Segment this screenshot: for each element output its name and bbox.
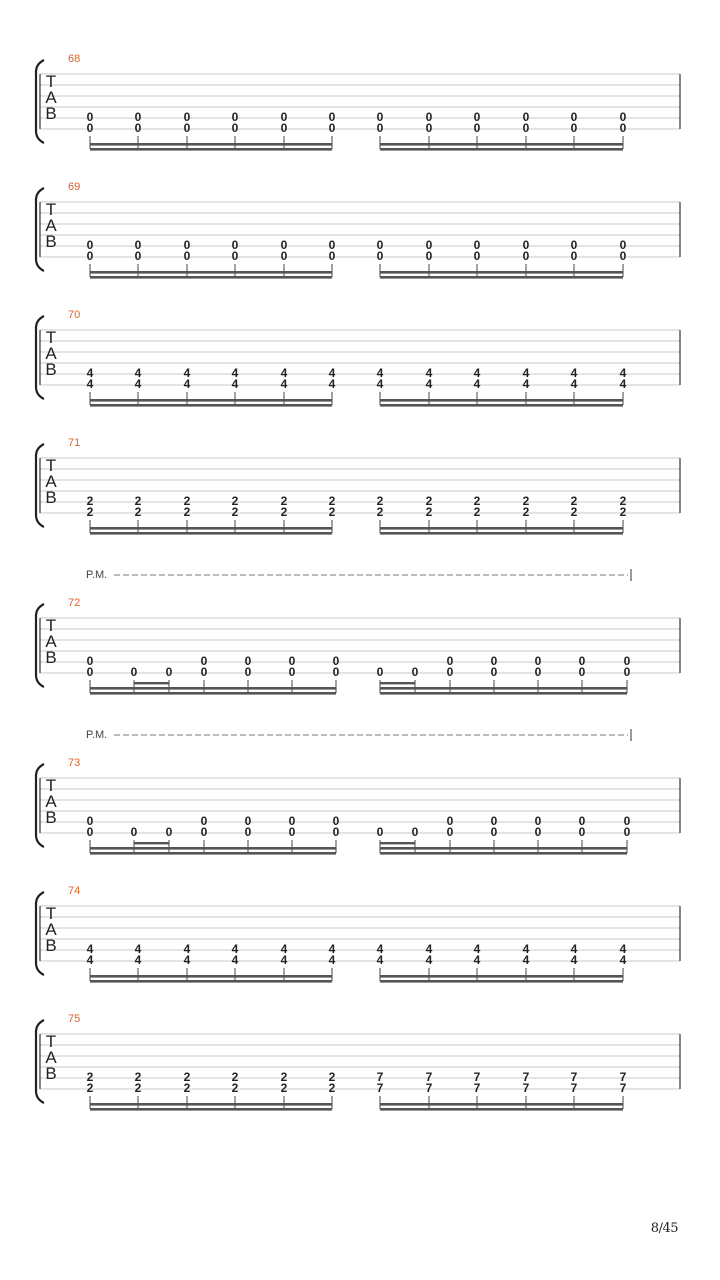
fret-number: 2 bbox=[425, 505, 433, 519]
fret-number: 0 bbox=[244, 654, 252, 668]
fret-number: 0 bbox=[244, 665, 252, 679]
beam-primary bbox=[380, 1108, 623, 1111]
palm-mute-label: P.M. bbox=[86, 569, 108, 581]
fret-number: 0 bbox=[332, 654, 340, 668]
tab-clef-letter: B bbox=[45, 488, 57, 507]
fret-number: 2 bbox=[134, 494, 142, 508]
fret-number: 4 bbox=[86, 953, 94, 967]
tab-clef-letter: B bbox=[45, 936, 57, 955]
fret-number: 0 bbox=[376, 249, 384, 263]
fret-number: 0 bbox=[473, 249, 481, 263]
beam-tertiary bbox=[380, 682, 415, 684]
fret-number: 4 bbox=[134, 953, 142, 967]
tab-clef-letter: T bbox=[45, 456, 57, 475]
beam-secondary bbox=[90, 687, 336, 690]
fret-number: 2 bbox=[86, 494, 94, 508]
fret-number: 2 bbox=[522, 494, 530, 508]
fret-number: 0 bbox=[446, 825, 454, 839]
fret-number: 0 bbox=[244, 814, 252, 828]
fret-number: 4 bbox=[570, 953, 578, 967]
tab-clef-letter: T bbox=[45, 776, 57, 795]
fret-number: 4 bbox=[473, 953, 481, 967]
fret-number: 7 bbox=[570, 1070, 578, 1084]
beam-primary bbox=[380, 980, 623, 983]
staff-system bbox=[36, 885, 680, 983]
fret-number: 0 bbox=[446, 814, 454, 828]
beam-secondary bbox=[90, 1103, 332, 1106]
fret-number: 4 bbox=[473, 366, 481, 380]
fret-number: 2 bbox=[183, 1070, 191, 1084]
fret-number: 4 bbox=[473, 377, 481, 391]
tab-clef-letter: A bbox=[45, 88, 57, 107]
fret-number: 0 bbox=[490, 665, 498, 679]
fret-number: 4 bbox=[425, 366, 433, 380]
fret-number: 0 bbox=[578, 814, 586, 828]
fret-number: 2 bbox=[328, 1081, 336, 1095]
fret-number: 0 bbox=[623, 825, 631, 839]
fret-number: 0 bbox=[522, 121, 530, 135]
tab-clef-letter: B bbox=[45, 360, 57, 379]
fret-number: 2 bbox=[280, 505, 288, 519]
fret-number: 0 bbox=[522, 110, 530, 124]
fret-number: 4 bbox=[134, 942, 142, 956]
fret-number: 4 bbox=[231, 366, 239, 380]
fret-number: 4 bbox=[231, 953, 239, 967]
fret-number: 2 bbox=[473, 505, 481, 519]
fret-number: 0 bbox=[490, 814, 498, 828]
tab-clef-letter: A bbox=[45, 632, 57, 651]
fret-number: 0 bbox=[130, 665, 138, 679]
measure-number: 71 bbox=[68, 437, 81, 449]
beam-primary bbox=[380, 852, 627, 855]
fret-number: 0 bbox=[376, 238, 384, 252]
fret-number: 0 bbox=[288, 665, 296, 679]
measure-number: 73 bbox=[68, 757, 81, 769]
fret-number: 2 bbox=[619, 494, 627, 508]
fret-number: 0 bbox=[619, 249, 627, 263]
fret-number: 4 bbox=[134, 366, 142, 380]
fret-number: 0 bbox=[86, 814, 94, 828]
fret-number: 4 bbox=[280, 377, 288, 391]
beam-secondary bbox=[90, 847, 336, 850]
measure-number: 75 bbox=[68, 1013, 81, 1025]
fret-number: 2 bbox=[86, 1081, 94, 1095]
measure-number: 70 bbox=[68, 309, 81, 321]
fret-number: 0 bbox=[183, 121, 191, 135]
tab-clef-letter: T bbox=[45, 328, 57, 347]
beam-secondary bbox=[90, 143, 332, 146]
tab-clef-letter: T bbox=[45, 616, 57, 635]
fret-number: 0 bbox=[490, 654, 498, 668]
fret-number: 0 bbox=[570, 249, 578, 263]
fret-number: 4 bbox=[522, 366, 530, 380]
staff-system bbox=[36, 437, 680, 535]
fret-number: 0 bbox=[623, 654, 631, 668]
fret-number: 2 bbox=[570, 494, 578, 508]
fret-number: 2 bbox=[328, 1070, 336, 1084]
fret-number: 4 bbox=[473, 942, 481, 956]
fret-number: 4 bbox=[570, 377, 578, 391]
tab-clef-letter: T bbox=[45, 200, 57, 219]
fret-number: 0 bbox=[86, 825, 94, 839]
fret-number: 0 bbox=[522, 249, 530, 263]
fret-number: 4 bbox=[425, 377, 433, 391]
fret-number: 4 bbox=[280, 366, 288, 380]
beam-tertiary bbox=[134, 842, 169, 844]
beam-secondary bbox=[380, 975, 623, 978]
tab-clef-letter: B bbox=[45, 808, 57, 827]
fret-number: 0 bbox=[244, 825, 252, 839]
fret-number: 2 bbox=[570, 505, 578, 519]
fret-number: 0 bbox=[522, 238, 530, 252]
fret-number: 2 bbox=[231, 1081, 239, 1095]
fret-number: 4 bbox=[231, 377, 239, 391]
fret-number: 0 bbox=[623, 665, 631, 679]
fret-number: 0 bbox=[619, 238, 627, 252]
fret-number: 4 bbox=[619, 366, 627, 380]
fret-number: 2 bbox=[473, 494, 481, 508]
fret-number: 0 bbox=[134, 249, 142, 263]
fret-number: 7 bbox=[522, 1081, 530, 1095]
beam-primary bbox=[90, 1108, 332, 1111]
fret-number: 0 bbox=[332, 814, 340, 828]
beam-secondary bbox=[380, 271, 623, 274]
fret-number: 4 bbox=[619, 942, 627, 956]
fret-number: 4 bbox=[376, 366, 384, 380]
fret-number: 0 bbox=[376, 121, 384, 135]
fret-number: 0 bbox=[619, 121, 627, 135]
beam-secondary bbox=[380, 847, 627, 850]
fret-number: 2 bbox=[280, 1070, 288, 1084]
fret-number: 0 bbox=[231, 110, 239, 124]
tab-clef-letter: A bbox=[45, 920, 57, 939]
fret-number: 0 bbox=[534, 814, 542, 828]
fret-number: 4 bbox=[183, 953, 191, 967]
fret-number: 0 bbox=[490, 825, 498, 839]
fret-number: 0 bbox=[328, 238, 336, 252]
fret-number: 4 bbox=[425, 953, 433, 967]
fret-number: 4 bbox=[328, 366, 336, 380]
fret-number: 0 bbox=[231, 121, 239, 135]
fret-number: 0 bbox=[578, 825, 586, 839]
beam-primary bbox=[380, 276, 623, 279]
fret-number: 4 bbox=[376, 377, 384, 391]
fret-number: 4 bbox=[134, 377, 142, 391]
fret-number: 0 bbox=[288, 814, 296, 828]
beam-secondary bbox=[90, 399, 332, 402]
beam-secondary bbox=[380, 527, 623, 530]
fret-number: 0 bbox=[376, 665, 384, 679]
fret-number: 0 bbox=[134, 110, 142, 124]
fret-number: 7 bbox=[619, 1070, 627, 1084]
beam-secondary bbox=[380, 1103, 623, 1106]
fret-number: 0 bbox=[446, 654, 454, 668]
fret-number: 4 bbox=[376, 953, 384, 967]
fret-number: 0 bbox=[200, 665, 208, 679]
fret-number: 0 bbox=[570, 238, 578, 252]
beam-primary bbox=[90, 404, 332, 407]
fret-number: 0 bbox=[376, 110, 384, 124]
fret-number: 0 bbox=[280, 238, 288, 252]
fret-number: 0 bbox=[425, 249, 433, 263]
fret-number: 4 bbox=[183, 366, 191, 380]
fret-number: 4 bbox=[328, 953, 336, 967]
fret-number: 2 bbox=[280, 1081, 288, 1095]
fret-number: 2 bbox=[183, 1081, 191, 1095]
measure-number: 69 bbox=[68, 181, 81, 193]
fret-number: 4 bbox=[376, 942, 384, 956]
fret-number: 7 bbox=[522, 1070, 530, 1084]
palm-mute-label: P.M. bbox=[86, 729, 108, 741]
fret-number: 2 bbox=[619, 505, 627, 519]
beam-primary bbox=[90, 532, 332, 535]
tab-clef-letter: A bbox=[45, 472, 57, 491]
beam-primary bbox=[380, 692, 627, 695]
staff-system bbox=[36, 729, 680, 855]
fret-number: 0 bbox=[446, 665, 454, 679]
fret-number: 4 bbox=[522, 942, 530, 956]
measure-number: 72 bbox=[68, 597, 81, 609]
beam-secondary bbox=[90, 271, 332, 274]
fret-number: 0 bbox=[473, 121, 481, 135]
tab-clef-letter: B bbox=[45, 104, 57, 123]
fret-number: 7 bbox=[376, 1070, 384, 1084]
beam-secondary bbox=[90, 975, 332, 978]
fret-number: 2 bbox=[231, 494, 239, 508]
fret-number: 0 bbox=[623, 814, 631, 828]
fret-number: 0 bbox=[134, 238, 142, 252]
fret-number: 7 bbox=[425, 1070, 433, 1084]
fret-number: 4 bbox=[86, 942, 94, 956]
tab-clef-letter: A bbox=[45, 216, 57, 235]
staff-system bbox=[36, 1013, 680, 1111]
fret-number: 0 bbox=[534, 665, 542, 679]
tab-clef-letter: A bbox=[45, 344, 57, 363]
fret-number: 4 bbox=[522, 377, 530, 391]
fret-number: 2 bbox=[328, 494, 336, 508]
fret-number: 4 bbox=[570, 366, 578, 380]
fret-number: 2 bbox=[183, 494, 191, 508]
fret-number: 0 bbox=[376, 825, 384, 839]
fret-number: 0 bbox=[280, 121, 288, 135]
fret-number: 4 bbox=[86, 377, 94, 391]
fret-number: 2 bbox=[522, 505, 530, 519]
staff-system bbox=[36, 569, 680, 695]
fret-number: 0 bbox=[200, 814, 208, 828]
fret-number: 0 bbox=[288, 654, 296, 668]
measure-number: 68 bbox=[68, 53, 81, 65]
beam-primary bbox=[90, 980, 332, 983]
fret-number: 2 bbox=[134, 505, 142, 519]
fret-number: 2 bbox=[134, 1070, 142, 1084]
fret-number: 0 bbox=[578, 665, 586, 679]
tab-clef-letter: T bbox=[45, 1032, 57, 1051]
fret-number: 7 bbox=[473, 1070, 481, 1084]
fret-number: 0 bbox=[200, 825, 208, 839]
fret-number: 4 bbox=[522, 953, 530, 967]
tab-clef-letter: A bbox=[45, 792, 57, 811]
fret-number: 2 bbox=[376, 494, 384, 508]
fret-number: 0 bbox=[534, 825, 542, 839]
fret-number: 0 bbox=[86, 654, 94, 668]
tab-clef-letter: B bbox=[45, 648, 57, 667]
beam-primary bbox=[380, 148, 623, 151]
fret-number: 2 bbox=[425, 494, 433, 508]
fret-number: 4 bbox=[619, 377, 627, 391]
staff-system bbox=[36, 309, 680, 407]
fret-number: 0 bbox=[134, 121, 142, 135]
fret-number: 2 bbox=[231, 505, 239, 519]
beam-secondary bbox=[380, 687, 627, 690]
fret-number: 4 bbox=[328, 942, 336, 956]
fret-number: 0 bbox=[165, 665, 173, 679]
fret-number: 0 bbox=[425, 110, 433, 124]
staff-system bbox=[36, 53, 680, 151]
fret-number: 0 bbox=[183, 110, 191, 124]
fret-number: 0 bbox=[473, 110, 481, 124]
fret-number: 7 bbox=[570, 1081, 578, 1095]
fret-number: 0 bbox=[328, 249, 336, 263]
beam-secondary bbox=[380, 399, 623, 402]
beam-secondary bbox=[380, 143, 623, 146]
fret-number: 0 bbox=[280, 110, 288, 124]
fret-number: 7 bbox=[473, 1081, 481, 1095]
fret-number: 0 bbox=[473, 238, 481, 252]
fret-number: 2 bbox=[134, 1081, 142, 1095]
fret-number: 2 bbox=[328, 505, 336, 519]
fret-number: 2 bbox=[280, 494, 288, 508]
fret-number: 0 bbox=[332, 665, 340, 679]
fret-number: 0 bbox=[130, 825, 138, 839]
fret-number: 2 bbox=[183, 505, 191, 519]
fret-number: 0 bbox=[578, 654, 586, 668]
tab-clef-letter: B bbox=[45, 232, 57, 251]
fret-number: 7 bbox=[619, 1081, 627, 1095]
fret-number: 0 bbox=[165, 825, 173, 839]
fret-number: 4 bbox=[280, 942, 288, 956]
beam-primary bbox=[90, 148, 332, 151]
fret-number: 0 bbox=[86, 665, 94, 679]
fret-number: 0 bbox=[328, 121, 336, 135]
beam-primary bbox=[90, 852, 336, 855]
fret-number: 4 bbox=[425, 942, 433, 956]
fret-number: 2 bbox=[376, 505, 384, 519]
beam-primary bbox=[380, 532, 623, 535]
fret-number: 0 bbox=[534, 654, 542, 668]
fret-number: 4 bbox=[183, 942, 191, 956]
tab-clef-letter: A bbox=[45, 1048, 57, 1067]
fret-number: 0 bbox=[619, 110, 627, 124]
fret-number: 0 bbox=[200, 654, 208, 668]
beam-secondary bbox=[90, 527, 332, 530]
fret-number: 0 bbox=[86, 110, 94, 124]
beam-primary bbox=[90, 692, 336, 695]
beam-tertiary bbox=[380, 842, 415, 844]
fret-number: 0 bbox=[86, 238, 94, 252]
fret-number: 2 bbox=[86, 1070, 94, 1084]
fret-number: 0 bbox=[86, 121, 94, 135]
fret-number: 2 bbox=[231, 1070, 239, 1084]
fret-number: 0 bbox=[411, 825, 419, 839]
beam-tertiary bbox=[134, 682, 169, 684]
fret-number: 0 bbox=[570, 121, 578, 135]
tab-clef-letter: T bbox=[45, 72, 57, 91]
beam-primary bbox=[380, 404, 623, 407]
fret-number: 0 bbox=[328, 110, 336, 124]
fret-number: 0 bbox=[570, 110, 578, 124]
fret-number: 0 bbox=[411, 665, 419, 679]
fret-number: 2 bbox=[86, 505, 94, 519]
beam-primary bbox=[90, 276, 332, 279]
fret-number: 4 bbox=[280, 953, 288, 967]
fret-number: 0 bbox=[425, 238, 433, 252]
fret-number: 4 bbox=[570, 942, 578, 956]
fret-number: 7 bbox=[425, 1081, 433, 1095]
fret-number: 4 bbox=[231, 942, 239, 956]
fret-number: 0 bbox=[231, 238, 239, 252]
fret-number: 0 bbox=[183, 238, 191, 252]
tab-clef-letter: T bbox=[45, 904, 57, 923]
fret-number: 4 bbox=[328, 377, 336, 391]
fret-number: 0 bbox=[86, 249, 94, 263]
fret-number: 4 bbox=[619, 953, 627, 967]
fret-number: 0 bbox=[288, 825, 296, 839]
page-number: 8/45 bbox=[650, 1221, 678, 1236]
fret-number: 0 bbox=[231, 249, 239, 263]
fret-number: 0 bbox=[332, 825, 340, 839]
staff-system bbox=[36, 181, 680, 279]
fret-number: 0 bbox=[280, 249, 288, 263]
measure-number: 74 bbox=[68, 885, 81, 897]
fret-number: 4 bbox=[86, 366, 94, 380]
fret-number: 4 bbox=[183, 377, 191, 391]
fret-number: 0 bbox=[425, 121, 433, 135]
tab-clef-letter: B bbox=[45, 1064, 57, 1083]
fret-number: 7 bbox=[376, 1081, 384, 1095]
fret-number: 0 bbox=[183, 249, 191, 263]
